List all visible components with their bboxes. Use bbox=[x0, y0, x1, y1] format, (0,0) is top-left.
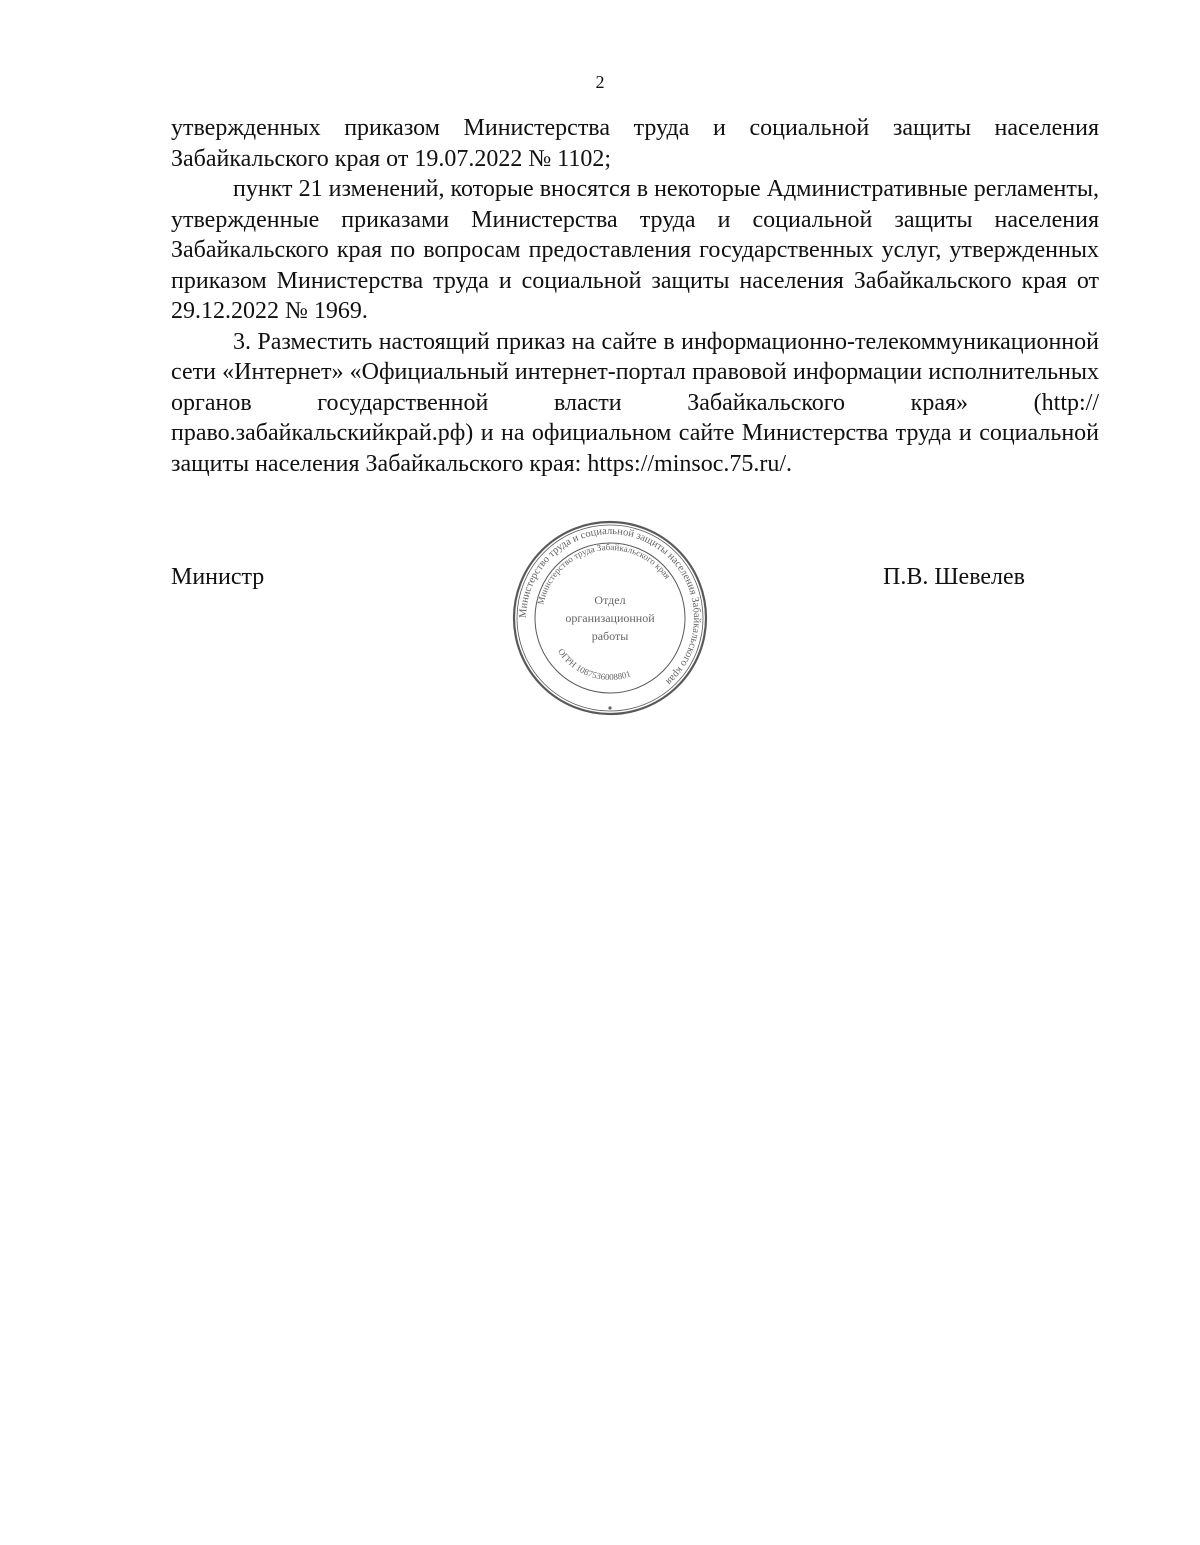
paragraph-continuation: утвержденных приказом Министерства труда и социальной защиты населения Забайкальского края от 19.07.2022 № 1102; bbox=[171, 115, 1099, 172]
paragraph-item-3: 3. Разместить настоящий приказ на сайте в информационно-телекоммуникационной сети «Интернет» «Официальный интернет-портал правовой информации исполнительных органов государственной власти Забайкальского края» (http://право.забайкальскийкрай.рф) и на официальном сайте Министерства труда и социальной защиты населения Забайкальского края: https://minsoc.75.ru/. bbox=[171, 328, 1099, 477]
document-body bbox=[171, 113, 1099, 479]
stamp-bottom-text: ОГРН 1087536008801 bbox=[555, 646, 632, 683]
stamp-center-line-1: Отдел bbox=[594, 593, 626, 607]
page-number: 2 bbox=[595, 72, 605, 92]
official-stamp bbox=[510, 518, 710, 718]
stamp-center-line-2: организационной bbox=[565, 611, 655, 625]
stamp-inner-text: Министерство труда Забайкальского края bbox=[535, 541, 673, 606]
signatory-title: Министр bbox=[171, 564, 265, 590]
stamp-dot bbox=[608, 706, 611, 709]
paragraph-item-21: пункт 21 изменений, которые вносятся в некоторые Административные регламенты, утвержденные приказами Министерства труда и социальной защиты населения Забайкальского края по вопросам предоставления государственных услуг, утвержденных приказом Министерства труда и социальной защиты населения Забайкальского края от 29.12.2022 № 1969. bbox=[171, 176, 1099, 324]
signatory-name: П.В. Шевелев bbox=[882, 564, 1025, 590]
stamp-outer-text: Министерство труда и социальной защиты населения Забайкальского края bbox=[517, 525, 703, 687]
stamp-center-line-3: работы bbox=[591, 629, 629, 643]
